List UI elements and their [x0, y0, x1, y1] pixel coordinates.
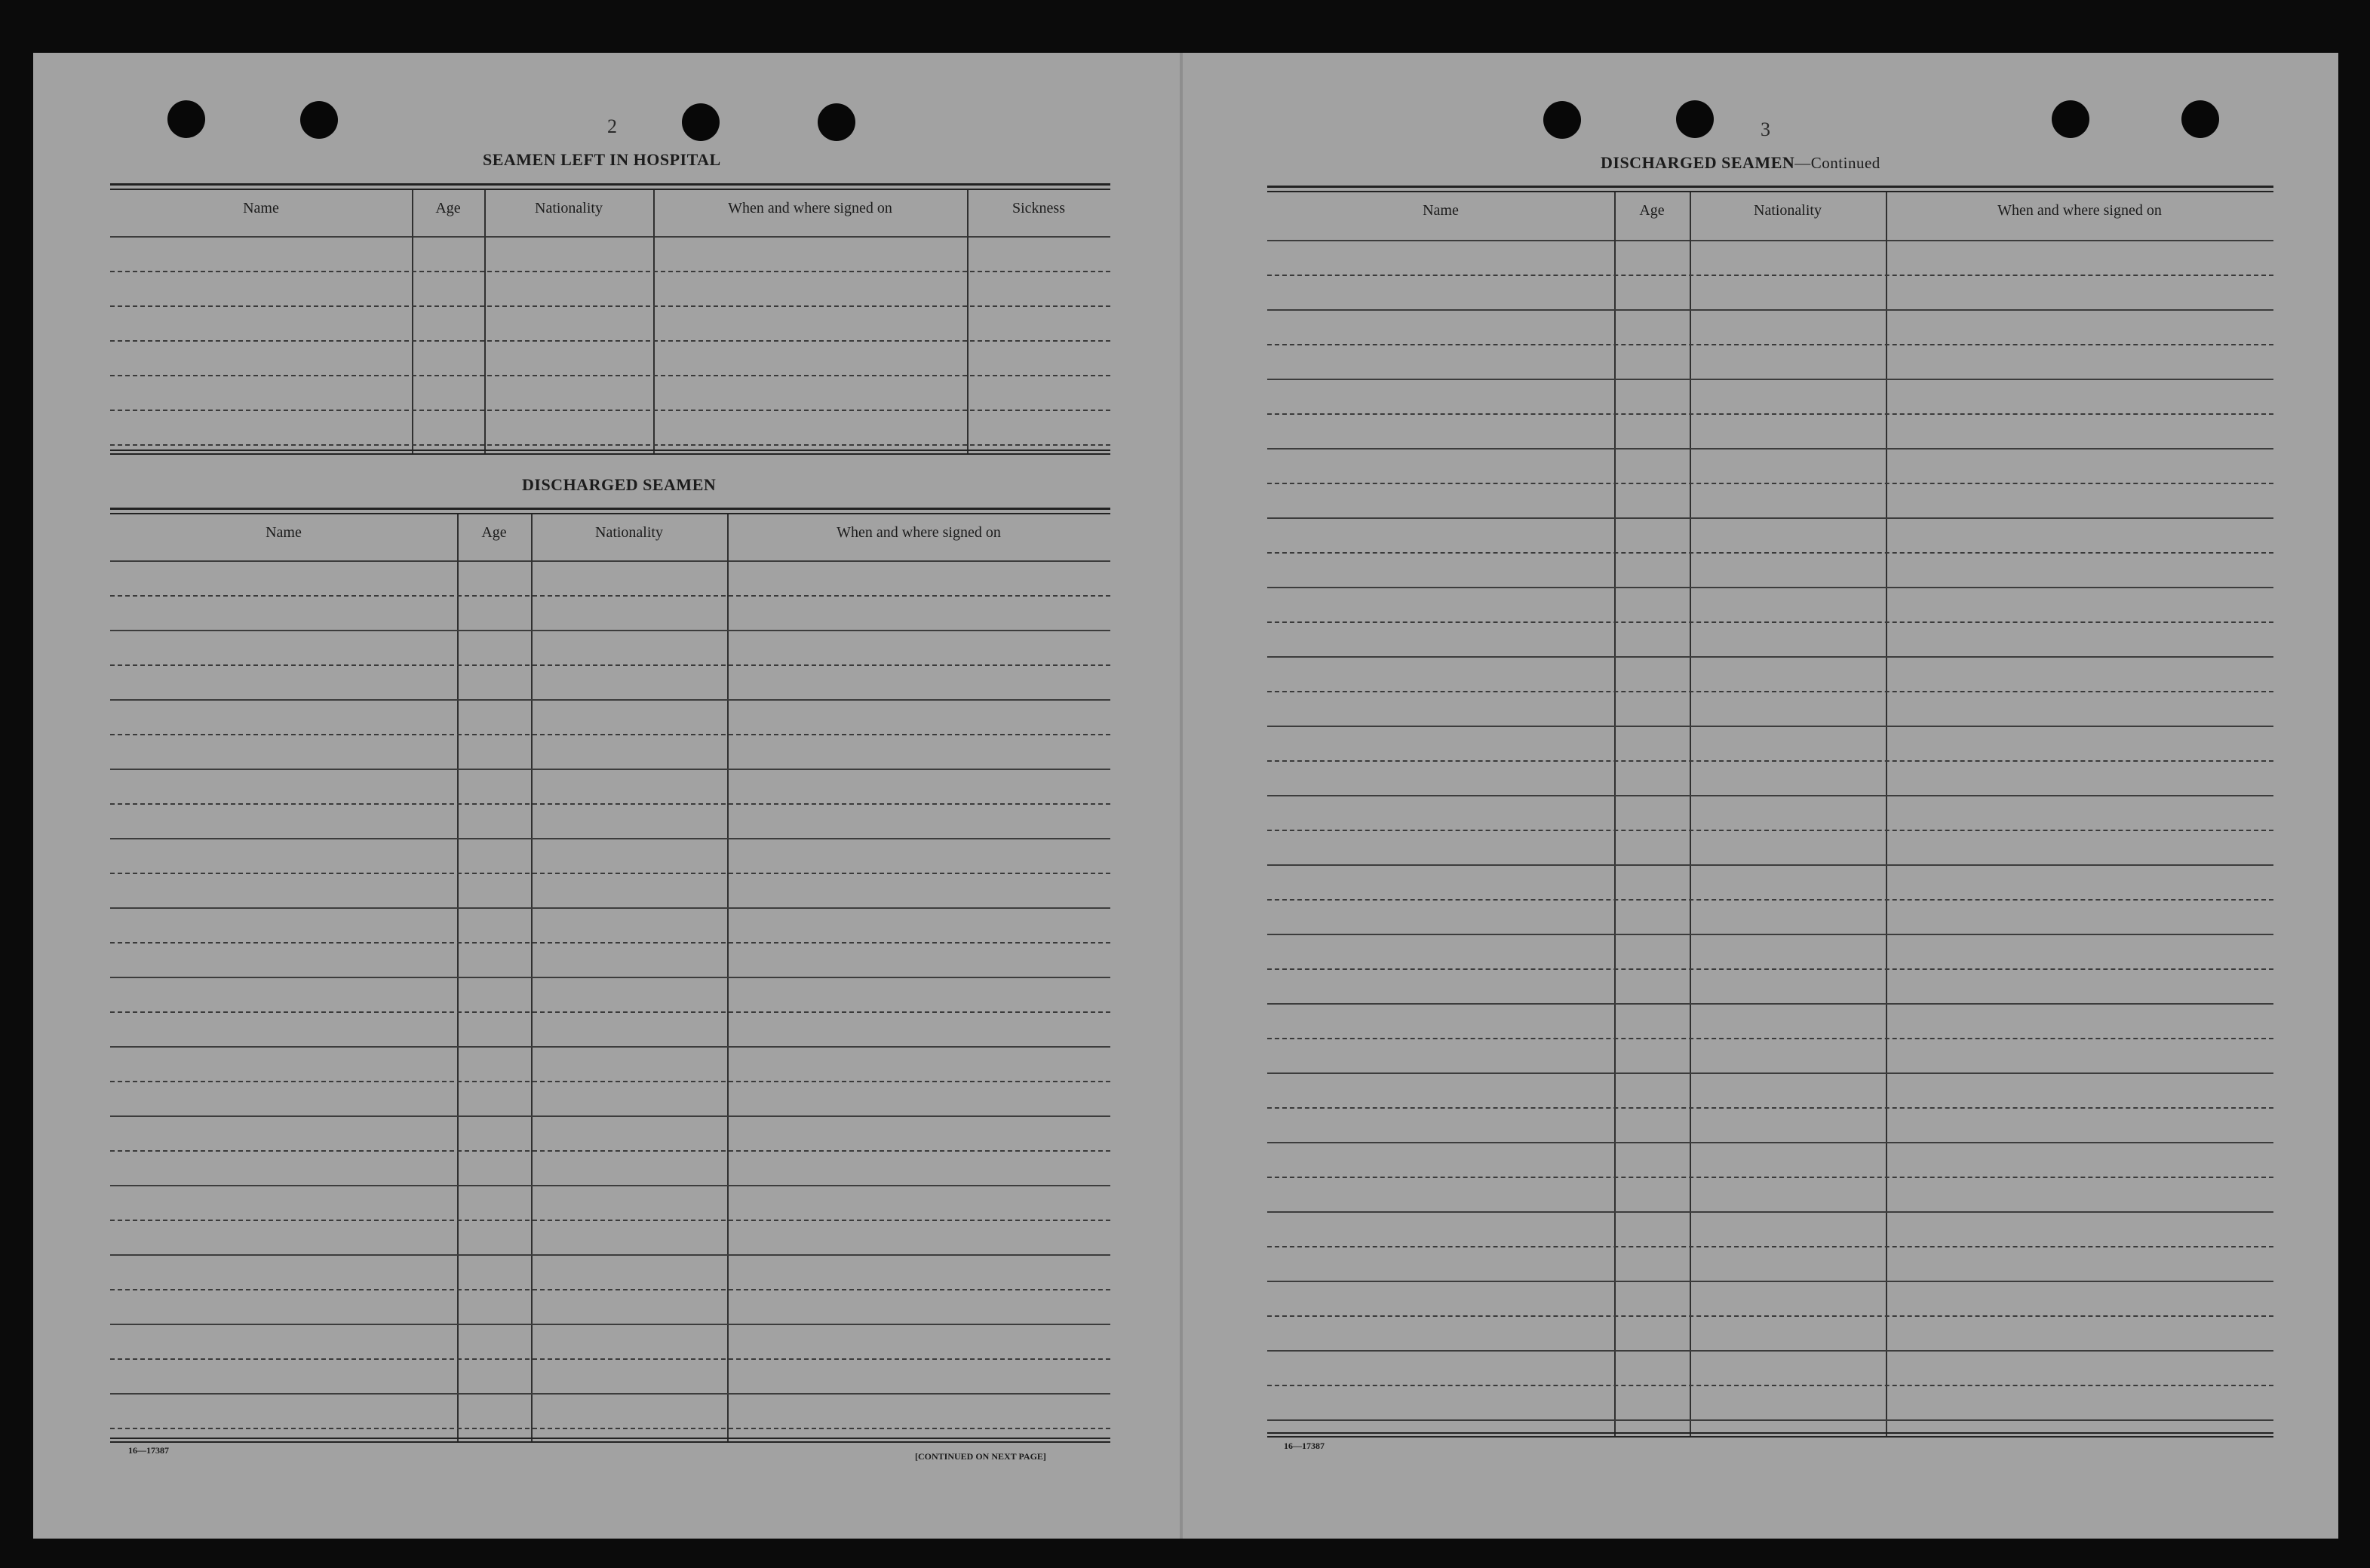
row-line	[110, 444, 1110, 446]
row-line	[1267, 1142, 2273, 1143]
row-line	[110, 1185, 1110, 1186]
row-line	[110, 907, 1110, 909]
row-line	[110, 1324, 1110, 1325]
row-line	[110, 1150, 1110, 1152]
row-line	[1267, 656, 2273, 658]
row-line	[110, 305, 1110, 307]
discharged-continued-table	[1267, 186, 2273, 1438]
row-line	[1267, 587, 2273, 588]
row-line	[1267, 691, 2273, 692]
row-line	[110, 803, 1110, 805]
row-line	[1267, 448, 2273, 450]
row-line	[1267, 1281, 2273, 1282]
row-line	[110, 1358, 1110, 1360]
header-rule	[110, 560, 1110, 562]
hospital-section-title: SEAMEN LEFT IN HOSPITAL	[483, 150, 721, 169]
row-line	[110, 838, 1110, 839]
punch-hole	[2181, 100, 2219, 138]
row-line	[1267, 413, 2273, 415]
row-line	[1267, 795, 2273, 796]
row-line	[1267, 517, 2273, 519]
column-divider	[412, 190, 413, 455]
column-divider	[653, 190, 655, 455]
bottom-rule	[110, 1438, 1110, 1439]
top-rule	[1267, 191, 2273, 192]
bottom-rule	[110, 450, 1110, 451]
column-header: Nationality	[1754, 202, 1822, 219]
punch-hole	[682, 103, 720, 141]
row-line	[110, 1428, 1110, 1429]
top-rule	[110, 508, 1110, 510]
bottom-rule	[1267, 1436, 2273, 1438]
punch-hole	[167, 100, 205, 138]
row-line	[1267, 552, 2273, 554]
row-line	[110, 1011, 1110, 1013]
row-line	[110, 595, 1110, 597]
column-header: Nationality	[595, 524, 663, 541]
bottom-rule	[110, 1441, 1110, 1443]
hospital-table	[110, 183, 1110, 455]
punch-hole	[300, 101, 338, 139]
row-line	[110, 410, 1110, 411]
column-header: Age	[435, 200, 461, 216]
row-line	[1267, 1385, 2273, 1386]
header-rule	[110, 236, 1110, 238]
row-line	[110, 873, 1110, 874]
column-header: When and where signed on	[1997, 202, 2162, 219]
row-line	[110, 977, 1110, 978]
row-line	[1267, 1003, 2273, 1005]
row-line	[1267, 1107, 2273, 1109]
page-number: 3	[1761, 118, 1770, 140]
title-suffix: —Continued	[1794, 154, 1880, 172]
page-number: 2	[607, 115, 617, 137]
row-line	[110, 734, 1110, 735]
title-main: DISCHARGED SEAMEN	[1601, 153, 1795, 172]
row-line	[110, 1393, 1110, 1395]
row-line	[1267, 621, 2273, 623]
column-header: Age	[1639, 202, 1665, 219]
row-line	[1267, 344, 2273, 345]
discharged-section-title: DISCHARGED SEAMEN	[522, 475, 717, 494]
row-line	[110, 1220, 1110, 1221]
row-line	[1267, 1246, 2273, 1247]
discharged-continued-title	[1601, 153, 1880, 173]
bottom-rule	[1267, 1432, 2273, 1434]
row-line	[110, 630, 1110, 631]
top-rule	[110, 513, 1110, 514]
page-fold	[1180, 53, 1183, 1539]
column-header: Name	[266, 524, 302, 541]
punch-hole	[1676, 100, 1714, 138]
row-line	[1267, 1038, 2273, 1039]
column-header: When and where signed on	[728, 200, 892, 216]
row-line	[110, 1046, 1110, 1048]
row-line	[1267, 934, 2273, 935]
row-line	[1267, 726, 2273, 727]
column-header: Name	[243, 200, 279, 216]
form-number: 16—17387	[1284, 1441, 1325, 1451]
row-line	[1267, 1211, 2273, 1213]
continued-note: [CONTINUED ON NEXT PAGE]	[915, 1451, 1046, 1462]
top-rule	[110, 189, 1110, 190]
row-line	[110, 340, 1110, 342]
row-line	[110, 664, 1110, 666]
punch-hole	[2052, 100, 2089, 138]
row-line	[110, 1254, 1110, 1256]
row-line	[1267, 275, 2273, 276]
row-line	[1267, 309, 2273, 311]
column-header: Age	[481, 524, 507, 541]
punch-hole	[1543, 101, 1581, 139]
row-line	[110, 1289, 1110, 1290]
discharged-table	[110, 508, 1110, 1443]
row-line	[1267, 899, 2273, 901]
row-line	[110, 769, 1110, 770]
row-line	[1267, 830, 2273, 831]
row-line	[110, 1115, 1110, 1117]
row-line	[1267, 1350, 2273, 1352]
row-line	[1267, 1315, 2273, 1317]
column-divider	[457, 514, 459, 1443]
row-line	[1267, 1072, 2273, 1074]
row-line	[110, 1081, 1110, 1082]
top-rule	[110, 183, 1110, 186]
column-divider	[484, 190, 486, 455]
row-line	[1267, 1177, 2273, 1178]
form-number: 16—17387	[128, 1445, 169, 1456]
top-rule	[1267, 186, 2273, 188]
column-header: When and where signed on	[837, 524, 1001, 541]
column-divider	[727, 514, 729, 1443]
row-line	[1267, 1419, 2273, 1421]
row-line	[110, 942, 1110, 944]
row-line	[110, 699, 1110, 701]
row-line	[1267, 760, 2273, 762]
row-line	[1267, 968, 2273, 970]
row-line	[1267, 379, 2273, 380]
column-header: Nationality	[535, 200, 603, 216]
column-divider	[531, 514, 533, 1443]
column-header: Sickness	[1012, 200, 1065, 216]
row-line	[110, 271, 1110, 272]
bottom-rule	[110, 453, 1110, 455]
punch-hole	[818, 103, 855, 141]
row-line	[1267, 483, 2273, 484]
column-header: Name	[1423, 202, 1459, 219]
header-rule	[1267, 240, 2273, 241]
row-line	[1267, 864, 2273, 866]
column-divider	[967, 190, 969, 455]
row-line	[110, 375, 1110, 376]
